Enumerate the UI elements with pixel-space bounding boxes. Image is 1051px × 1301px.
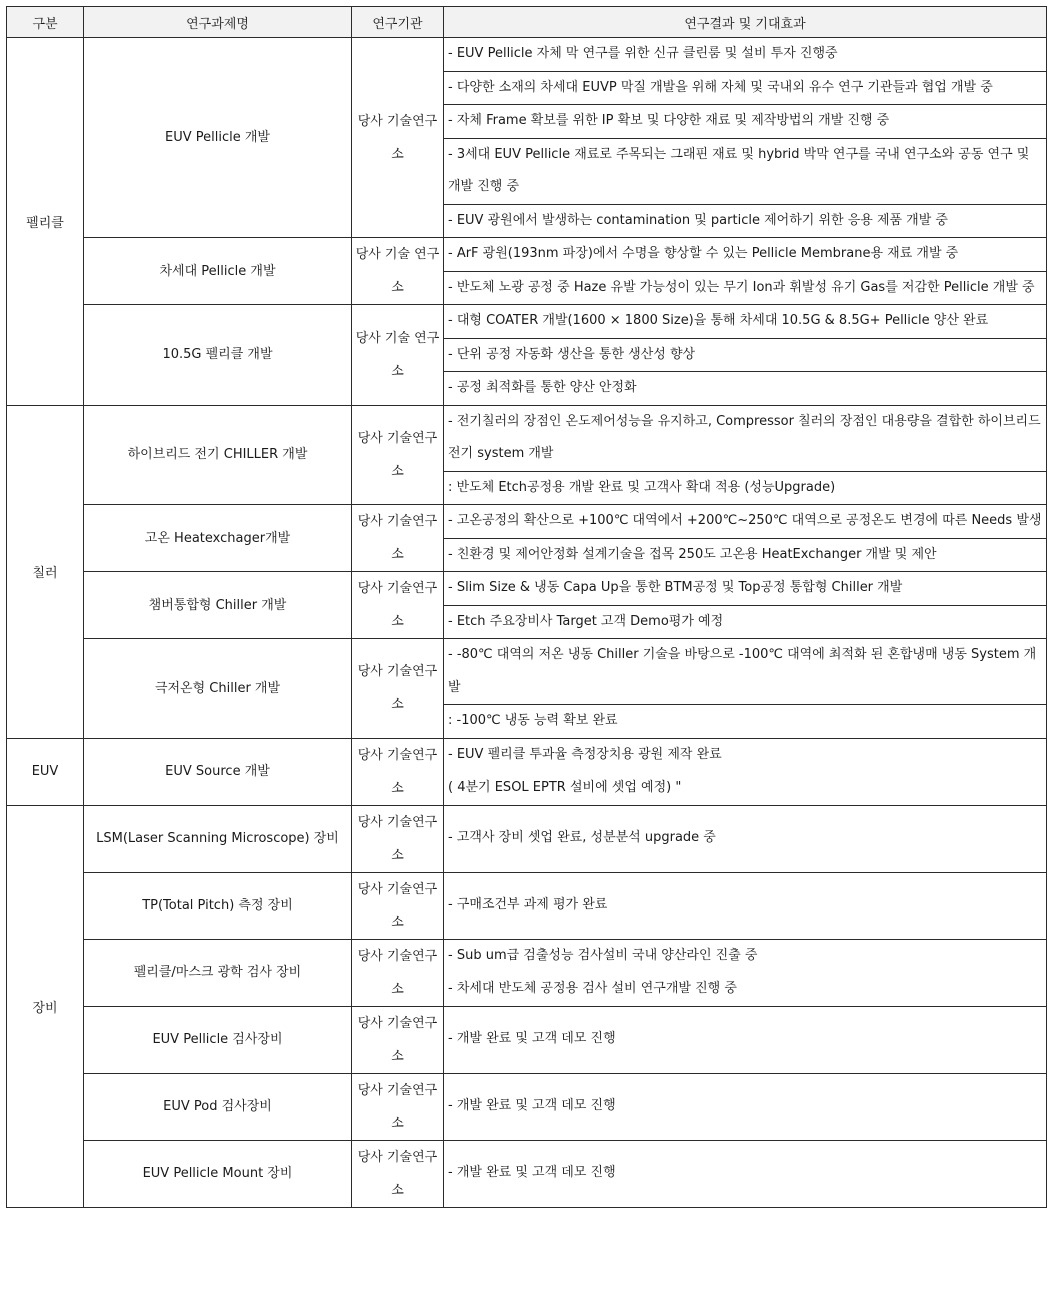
result-text: - Sub um급 검출성능 검사설비 국내 양산라인 진출 중 - 차세대 반도체 공정용 검사 설비 연구개발 진행 중 bbox=[448, 948, 758, 996]
result-text: - 고객사 장비 셋업 완료, 성분분석 upgrade 중 bbox=[448, 830, 716, 846]
org-cell: 당사 기술연구소 bbox=[352, 872, 444, 939]
project-cell: 고온 Heatexchager개발 bbox=[84, 505, 352, 572]
table-row bbox=[7, 1073, 1047, 1140]
result-line: : -100℃ 냉동 능력 확보 완료 bbox=[444, 704, 1046, 738]
result-line: - 단위 공정 자동화 생산을 통한 생산성 향상 bbox=[444, 338, 1046, 372]
table-row bbox=[7, 572, 1047, 639]
result-line: : 반도체 Etch공정용 개발 완료 및 고객사 확대 적용 (성능Upgrade) bbox=[444, 471, 1046, 505]
project-cell: EUV Source 개발 bbox=[84, 738, 352, 805]
results-cell bbox=[444, 939, 1047, 1006]
results-cell bbox=[444, 1140, 1047, 1207]
results-cell bbox=[444, 738, 1047, 805]
org-cell: 당사 기술연구소 bbox=[352, 805, 444, 872]
table-row bbox=[7, 405, 1047, 505]
table-row bbox=[7, 872, 1047, 939]
org-cell: 당사 기술연구소 bbox=[352, 572, 444, 639]
org-cell: 당사 기술연구소 bbox=[352, 939, 444, 1006]
table-row bbox=[7, 738, 1047, 805]
result-line: - 다양한 소재의 차세대 EUVP 막질 개발을 위해 자체 및 국내외 유수 연구 기관들과 협업 개발 중 bbox=[444, 71, 1046, 105]
header-project: 연구과제명 bbox=[84, 7, 352, 38]
table-row bbox=[7, 1006, 1047, 1073]
result-line: - -80℃ 대역의 저온 냉동 Chiller 기술을 바탕으로 -100℃ 대역에 최적화 된 혼합냉매 냉동 System 개발 bbox=[448, 647, 1037, 695]
table-row bbox=[7, 805, 1047, 872]
project-cell: 하이브리드 전기 CHILLER 개발 bbox=[84, 405, 352, 505]
result-line: - 공정 최적화를 통한 양산 안정화 bbox=[444, 371, 1046, 405]
research-table bbox=[6, 6, 1047, 1208]
project-cell: LSM(Laser Scanning Microscope) 장비 bbox=[84, 805, 352, 872]
project-cell: 챔버통합형 Chiller 개발 bbox=[84, 572, 352, 639]
org-cell: 당사 기술연구소 bbox=[352, 405, 444, 505]
project-cell: 극저온형 Chiller 개발 bbox=[84, 639, 352, 739]
result-line: - 3세대 EUV Pellicle 재료로 주목되는 그래핀 재료 및 hybrid 박막 연구를 국내 연구소와 공동 연구 및 개발 진행 중 bbox=[444, 138, 1046, 204]
result-line: - EUV Pellicle 자체 막 연구를 위한 신규 클린룸 및 설비 투자 진행중 bbox=[448, 46, 838, 61]
project-cell: 차세대 Pellicle 개발 bbox=[84, 238, 352, 305]
org-cell: 당사 기술연구소 bbox=[352, 738, 444, 805]
project-cell: EUV Pellicle 개발 bbox=[84, 38, 352, 238]
table-row bbox=[7, 38, 1047, 238]
table-body bbox=[7, 38, 1047, 1208]
table-row bbox=[7, 505, 1047, 572]
results-cell bbox=[444, 505, 1047, 572]
org-cell: 당사 기술연구소 bbox=[352, 38, 444, 238]
results-cell bbox=[444, 305, 1047, 406]
org-cell: 당사 기술연구소 bbox=[352, 639, 444, 739]
category-cell: EUV bbox=[7, 738, 84, 805]
project-cell: 펠리클/마스크 광학 검사 장비 bbox=[84, 939, 352, 1006]
table-row bbox=[7, 939, 1047, 1006]
org-cell: 당사 기술연구소 bbox=[352, 505, 444, 572]
results-cell bbox=[444, 38, 1047, 238]
results-cell bbox=[444, 805, 1047, 872]
org-cell: 당사 기술연구소 bbox=[352, 1073, 444, 1140]
project-cell: 10.5G 펠리클 개발 bbox=[84, 305, 352, 406]
project-cell: EUV Pellicle 검사장비 bbox=[84, 1006, 352, 1073]
result-text: - 개발 완료 및 고객 데모 진행 bbox=[448, 1165, 616, 1181]
result-line: - ArF 광원(193nm 파장)에서 수명을 향상할 수 있는 Pellicle Membrane용 재료 개발 중 bbox=[448, 246, 959, 261]
category-cell: 칠러 bbox=[7, 405, 84, 738]
result-text: - 개발 완료 및 고객 데모 진행 bbox=[448, 1031, 616, 1047]
results-cell bbox=[444, 238, 1047, 305]
result-line: - EUV 광원에서 발생하는 contamination 및 particle 제어하기 위한 응용 제품 개발 중 bbox=[444, 204, 1046, 238]
header-category: 구분 bbox=[7, 7, 84, 38]
table-row bbox=[7, 1140, 1047, 1207]
results-cell bbox=[444, 872, 1047, 939]
org-cell: 당사 기술연구소 bbox=[352, 1006, 444, 1073]
project-cell: TP(Total Pitch) 측정 장비 bbox=[84, 872, 352, 939]
results-cell bbox=[444, 1073, 1047, 1140]
project-cell: EUV Pod 검사장비 bbox=[84, 1073, 352, 1140]
category-cell: 펠리클 bbox=[7, 38, 84, 406]
result-line: - 전기칠러의 장점인 온도제어성능을 유지하고, Compressor 칠러의 장점인 대용량을 결합한 하이브리드 전기 system 개발 bbox=[448, 413, 1041, 461]
result-line: - 대형 COATER 개발(1600 × 1800 Size)을 통해 차세대 10.5G & 8.5G+ Pellicle 양산 완료 bbox=[448, 313, 989, 328]
result-line: - Slim Size & 냉동 Capa Up을 통한 BTM공정 및 Top공정 통합형 Chiller 개발 bbox=[448, 580, 903, 595]
org-cell: 당사 기술 연구소 bbox=[352, 238, 444, 305]
result-text: - EUV 펠리클 투과율 측정장치용 광원 제작 완료 ( 4분기 ESOL EPTR 설비에 셋업 예정) " bbox=[448, 747, 722, 795]
project-cell: EUV Pellicle Mount 장비 bbox=[84, 1140, 352, 1207]
header-row bbox=[7, 7, 1047, 38]
results-cell bbox=[444, 405, 1047, 505]
result-line: - 반도체 노광 공정 중 Haze 유발 가능성이 있는 무기 Ion과 휘발성 유기 Gas를 저감한 Pellicle 개발 중 bbox=[444, 271, 1046, 305]
result-text: - 구매조건부 과제 평가 완료 bbox=[448, 897, 608, 913]
results-cell bbox=[444, 1006, 1047, 1073]
org-cell: 당사 기술연구소 bbox=[352, 1140, 444, 1207]
results-cell bbox=[444, 639, 1047, 739]
table-row bbox=[7, 238, 1047, 305]
result-line: - 친환경 및 제어안정화 설계기술을 접목 250도 고온용 HeatExchanger 개발 및 제안 bbox=[444, 538, 1046, 572]
result-text: - 개발 완료 및 고객 데모 진행 bbox=[448, 1098, 616, 1114]
results-cell bbox=[444, 572, 1047, 639]
header-org: 연구기관 bbox=[352, 7, 444, 38]
header-results: 연구결과 및 기대효과 bbox=[444, 7, 1047, 38]
result-line: - 고온공정의 확산으로 +100℃ 대역에서 +200℃~250℃ 대역으로 공정온도 변경에 따른 Needs 발생 bbox=[448, 513, 1042, 528]
result-line: - Etch 주요장비사 Target 고객 Demo평가 예정 bbox=[444, 605, 1046, 639]
org-cell: 당사 기술 연구소 bbox=[352, 305, 444, 406]
table-row bbox=[7, 305, 1047, 406]
result-line: - 자체 Frame 확보를 위한 IP 확보 및 다양한 재료 및 제작방법의 개발 진행 중 bbox=[444, 104, 1046, 138]
category-cell: 장비 bbox=[7, 805, 84, 1207]
table-row bbox=[7, 639, 1047, 739]
